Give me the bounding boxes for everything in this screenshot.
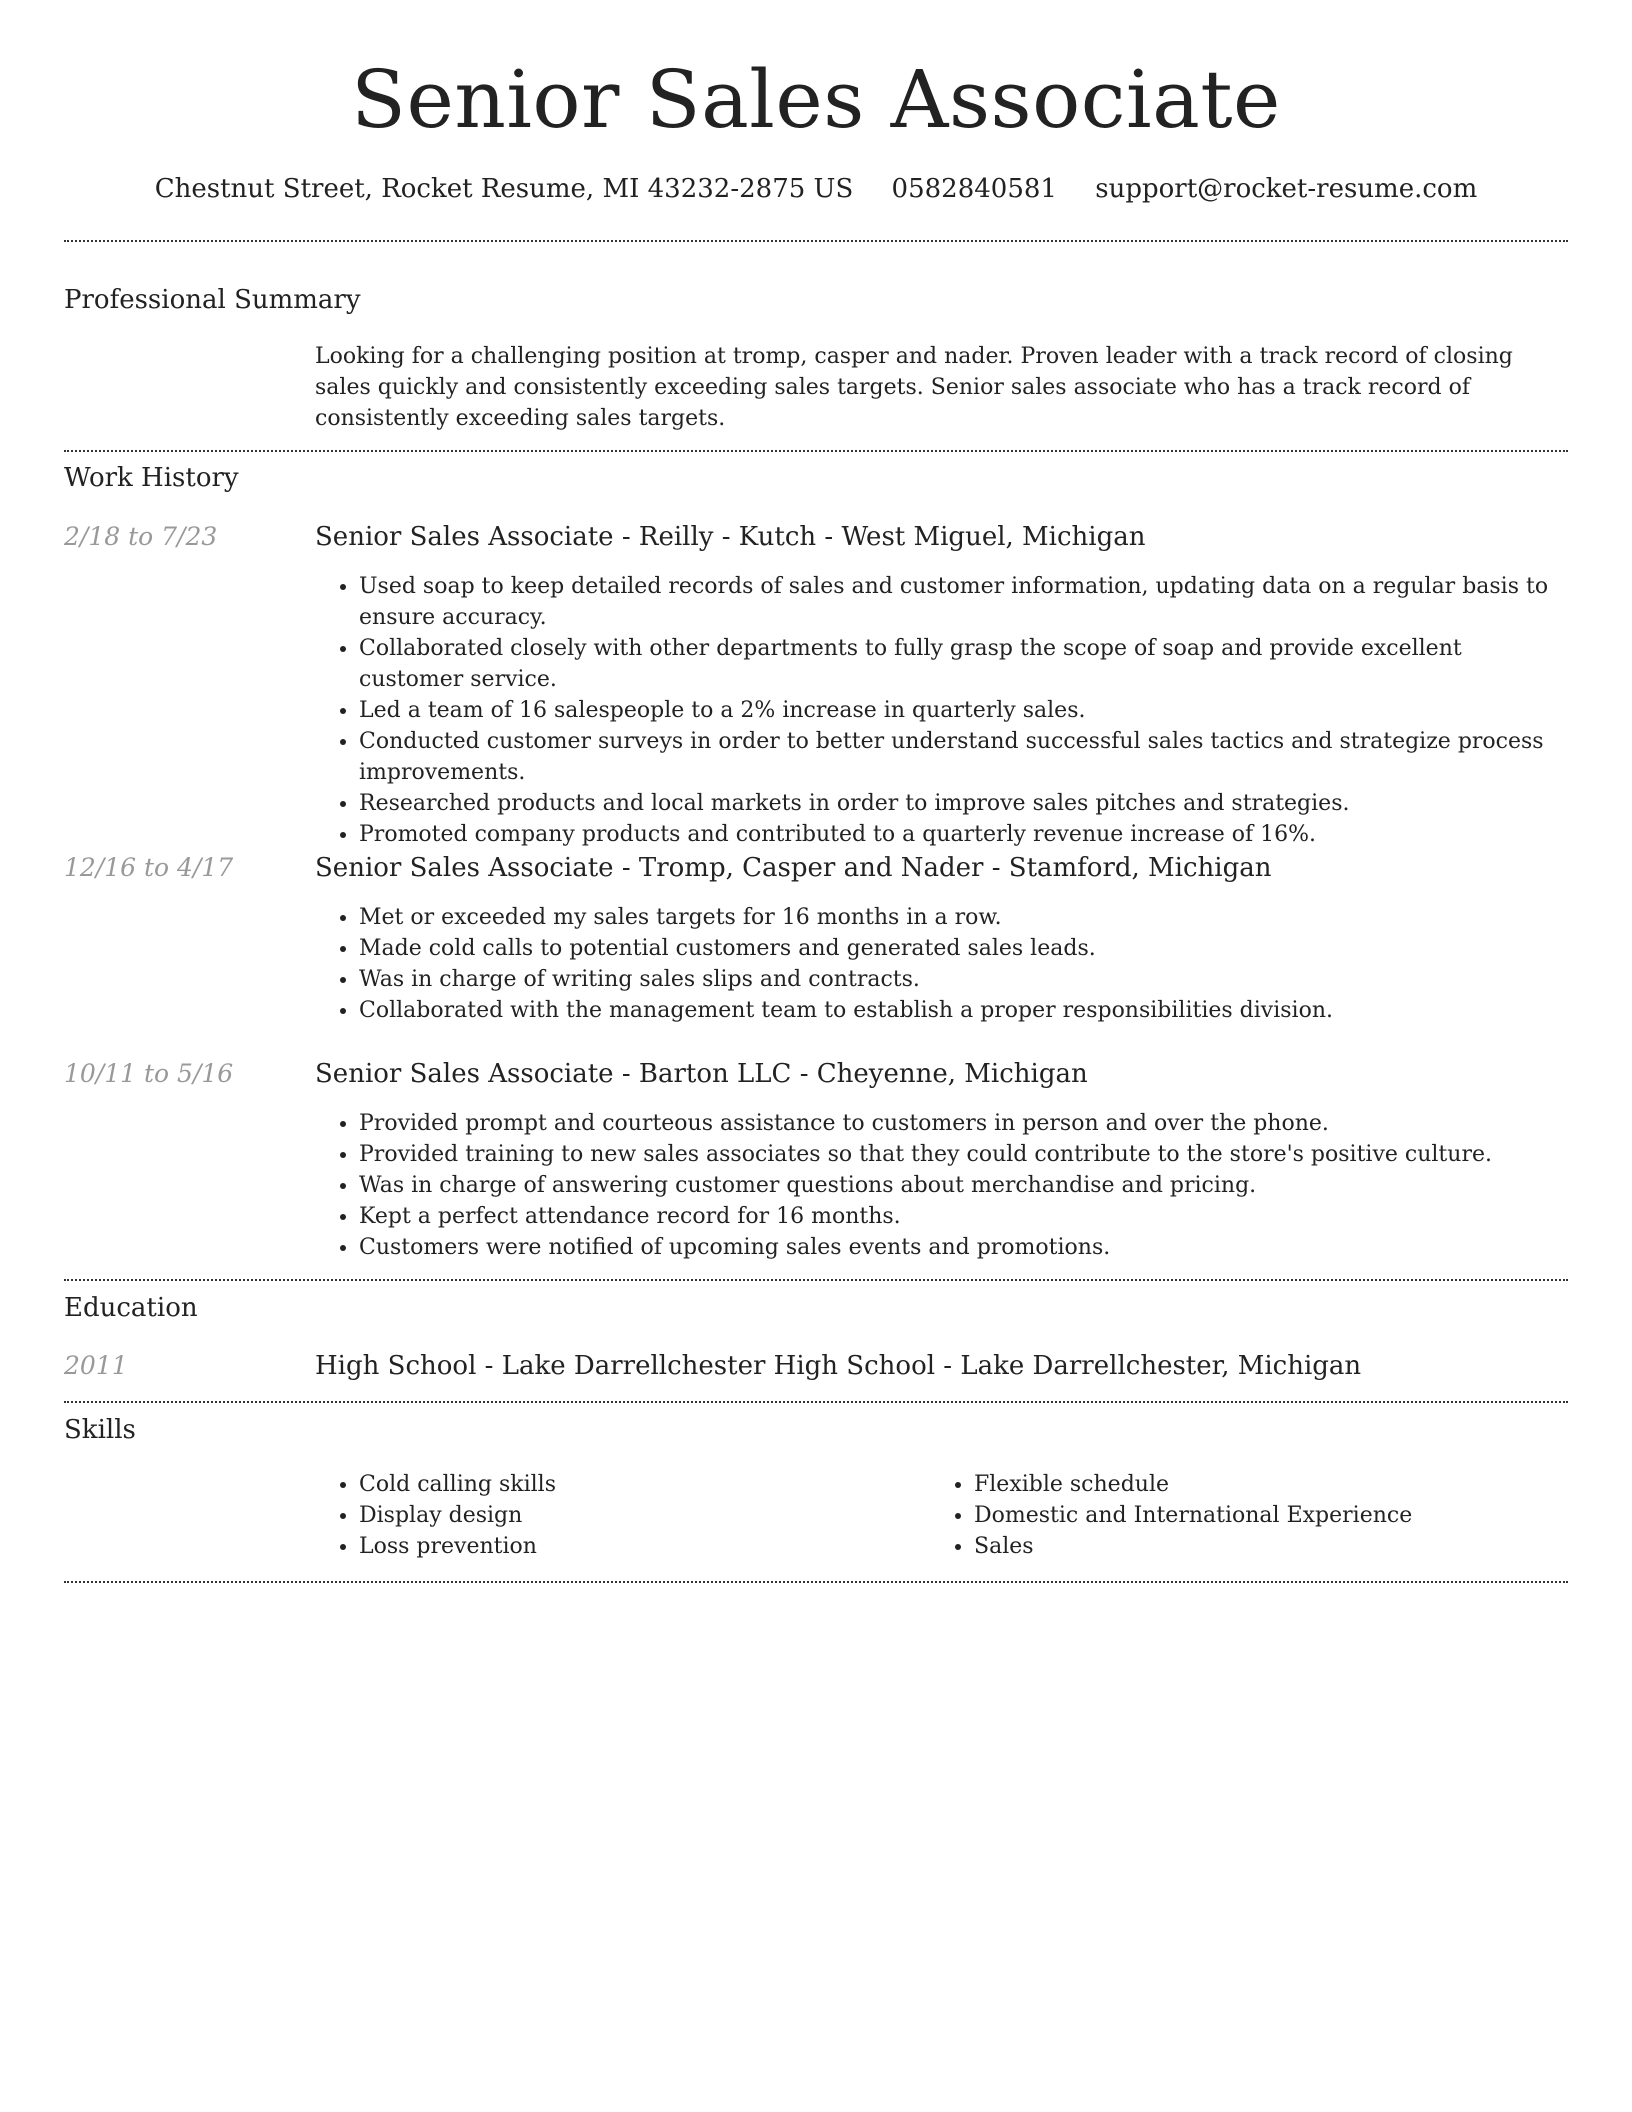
list-item: • Collaborated with the management team to establish a proper responsibilities division.	[359, 995, 1569, 1026]
skill-item: • Loss prevention	[359, 1531, 919, 1562]
education-school: - Lake Darrellchester High School - Lake Darrellchester, Michigan	[476, 1351, 1362, 1381]
divider	[64, 1279, 1568, 1281]
skill-item: • Domestic and International Experience	[974, 1500, 1574, 1531]
list-item: • Promoted company products and contributed to a quarterly revenue increase of 16%.	[359, 819, 1569, 850]
list-item: • Was in charge of answering customer questions about merchandise and pricing.	[359, 1170, 1569, 1201]
job-heading: Senior Sales Associate - Tromp, Casper and Nader - Stamford, Michigan	[315, 853, 1272, 883]
education-year: 2011	[64, 1351, 128, 1380]
list-item: • Provided training to new sales associates so that they could contribute to the store's positive culture.	[359, 1139, 1569, 1170]
skill-item: • Sales	[974, 1531, 1574, 1562]
list-item: • Made cold calls to potential customers and generated sales leads.	[359, 933, 1569, 964]
job-heading: Senior Sales Associate - Barton LLC - Cheyenne, Michigan	[315, 1059, 1088, 1089]
section-title-education: Education	[64, 1293, 198, 1323]
section-title-work-history: Work History	[64, 463, 239, 493]
job-dates: 10/11 to 5/16	[64, 1059, 234, 1088]
list-item: • Used soap to keep detailed records of sales and customer information, updating data on a regular basis to ensure accuracy.	[359, 571, 1569, 633]
job-bullets	[315, 902, 1569, 1026]
contact-line	[0, 171, 1632, 207]
job-heading: Senior Sales Associate - Reilly - Kutch - West Miguel, Michigan	[315, 522, 1146, 552]
skill-item: • Flexible schedule	[974, 1469, 1574, 1500]
job-bullets	[315, 1108, 1569, 1263]
contact-address: Chestnut Street, Rocket Resume, MI 43232-2875 US	[154, 174, 854, 204]
list-item: • Provided prompt and courteous assistance to customers in person and over the phone.	[359, 1108, 1569, 1139]
skill-item: • Display design	[359, 1500, 919, 1531]
education-degree: High School	[315, 1351, 477, 1381]
list-item: • Researched products and local markets in order to improve sales pitches and strategies.	[359, 788, 1569, 819]
job-bullets	[315, 571, 1569, 850]
skills-list-left	[315, 1469, 919, 1562]
list-item: • Was in charge of writing sales slips and contracts.	[359, 964, 1569, 995]
list-item: • Conducted customer surveys in order to better understand successful sales tactics and strategize process improvements.	[359, 726, 1569, 788]
job-dates: 2/18 to 7/23	[64, 522, 218, 551]
skills-list-right	[930, 1469, 1574, 1562]
summary-text: Looking for a challenging position at tromp, casper and nader. Proven leader with a track record of closing sales quickly and consistently exceeding sales targets. Senior sales associate who has a track record of consistently exceeding sales targets.	[315, 344, 1513, 431]
job-dates: 12/16 to 4/17	[64, 853, 234, 882]
list-item: • Collaborated closely with other departments to fully grasp the scope of soap and provide excellent customer service.	[359, 633, 1569, 695]
list-item: • Kept a perfect attendance record for 16 months.	[359, 1201, 1569, 1232]
divider	[64, 450, 1568, 452]
resume-title: Senior Sales Associate	[351, 53, 1281, 146]
contact-email: support@rocket-resume.com	[1095, 174, 1478, 204]
divider	[64, 1581, 1568, 1583]
contact-phone: 0582840581	[891, 174, 1057, 204]
list-item: • Customers were notified of upcoming sales events and promotions.	[359, 1232, 1569, 1263]
education-entry	[315, 1349, 1361, 1383]
section-title-summary: Professional Summary	[64, 285, 361, 315]
list-item: • Led a team of 16 salespeople to a 2% increase in quarterly sales.	[359, 695, 1569, 726]
divider	[64, 240, 1568, 242]
list-item: • Met or exceeded my sales targets for 16 months in a row.	[359, 902, 1569, 933]
section-title-skills: Skills	[64, 1415, 136, 1445]
skill-item: • Cold calling skills	[359, 1469, 919, 1500]
divider	[64, 1401, 1568, 1403]
